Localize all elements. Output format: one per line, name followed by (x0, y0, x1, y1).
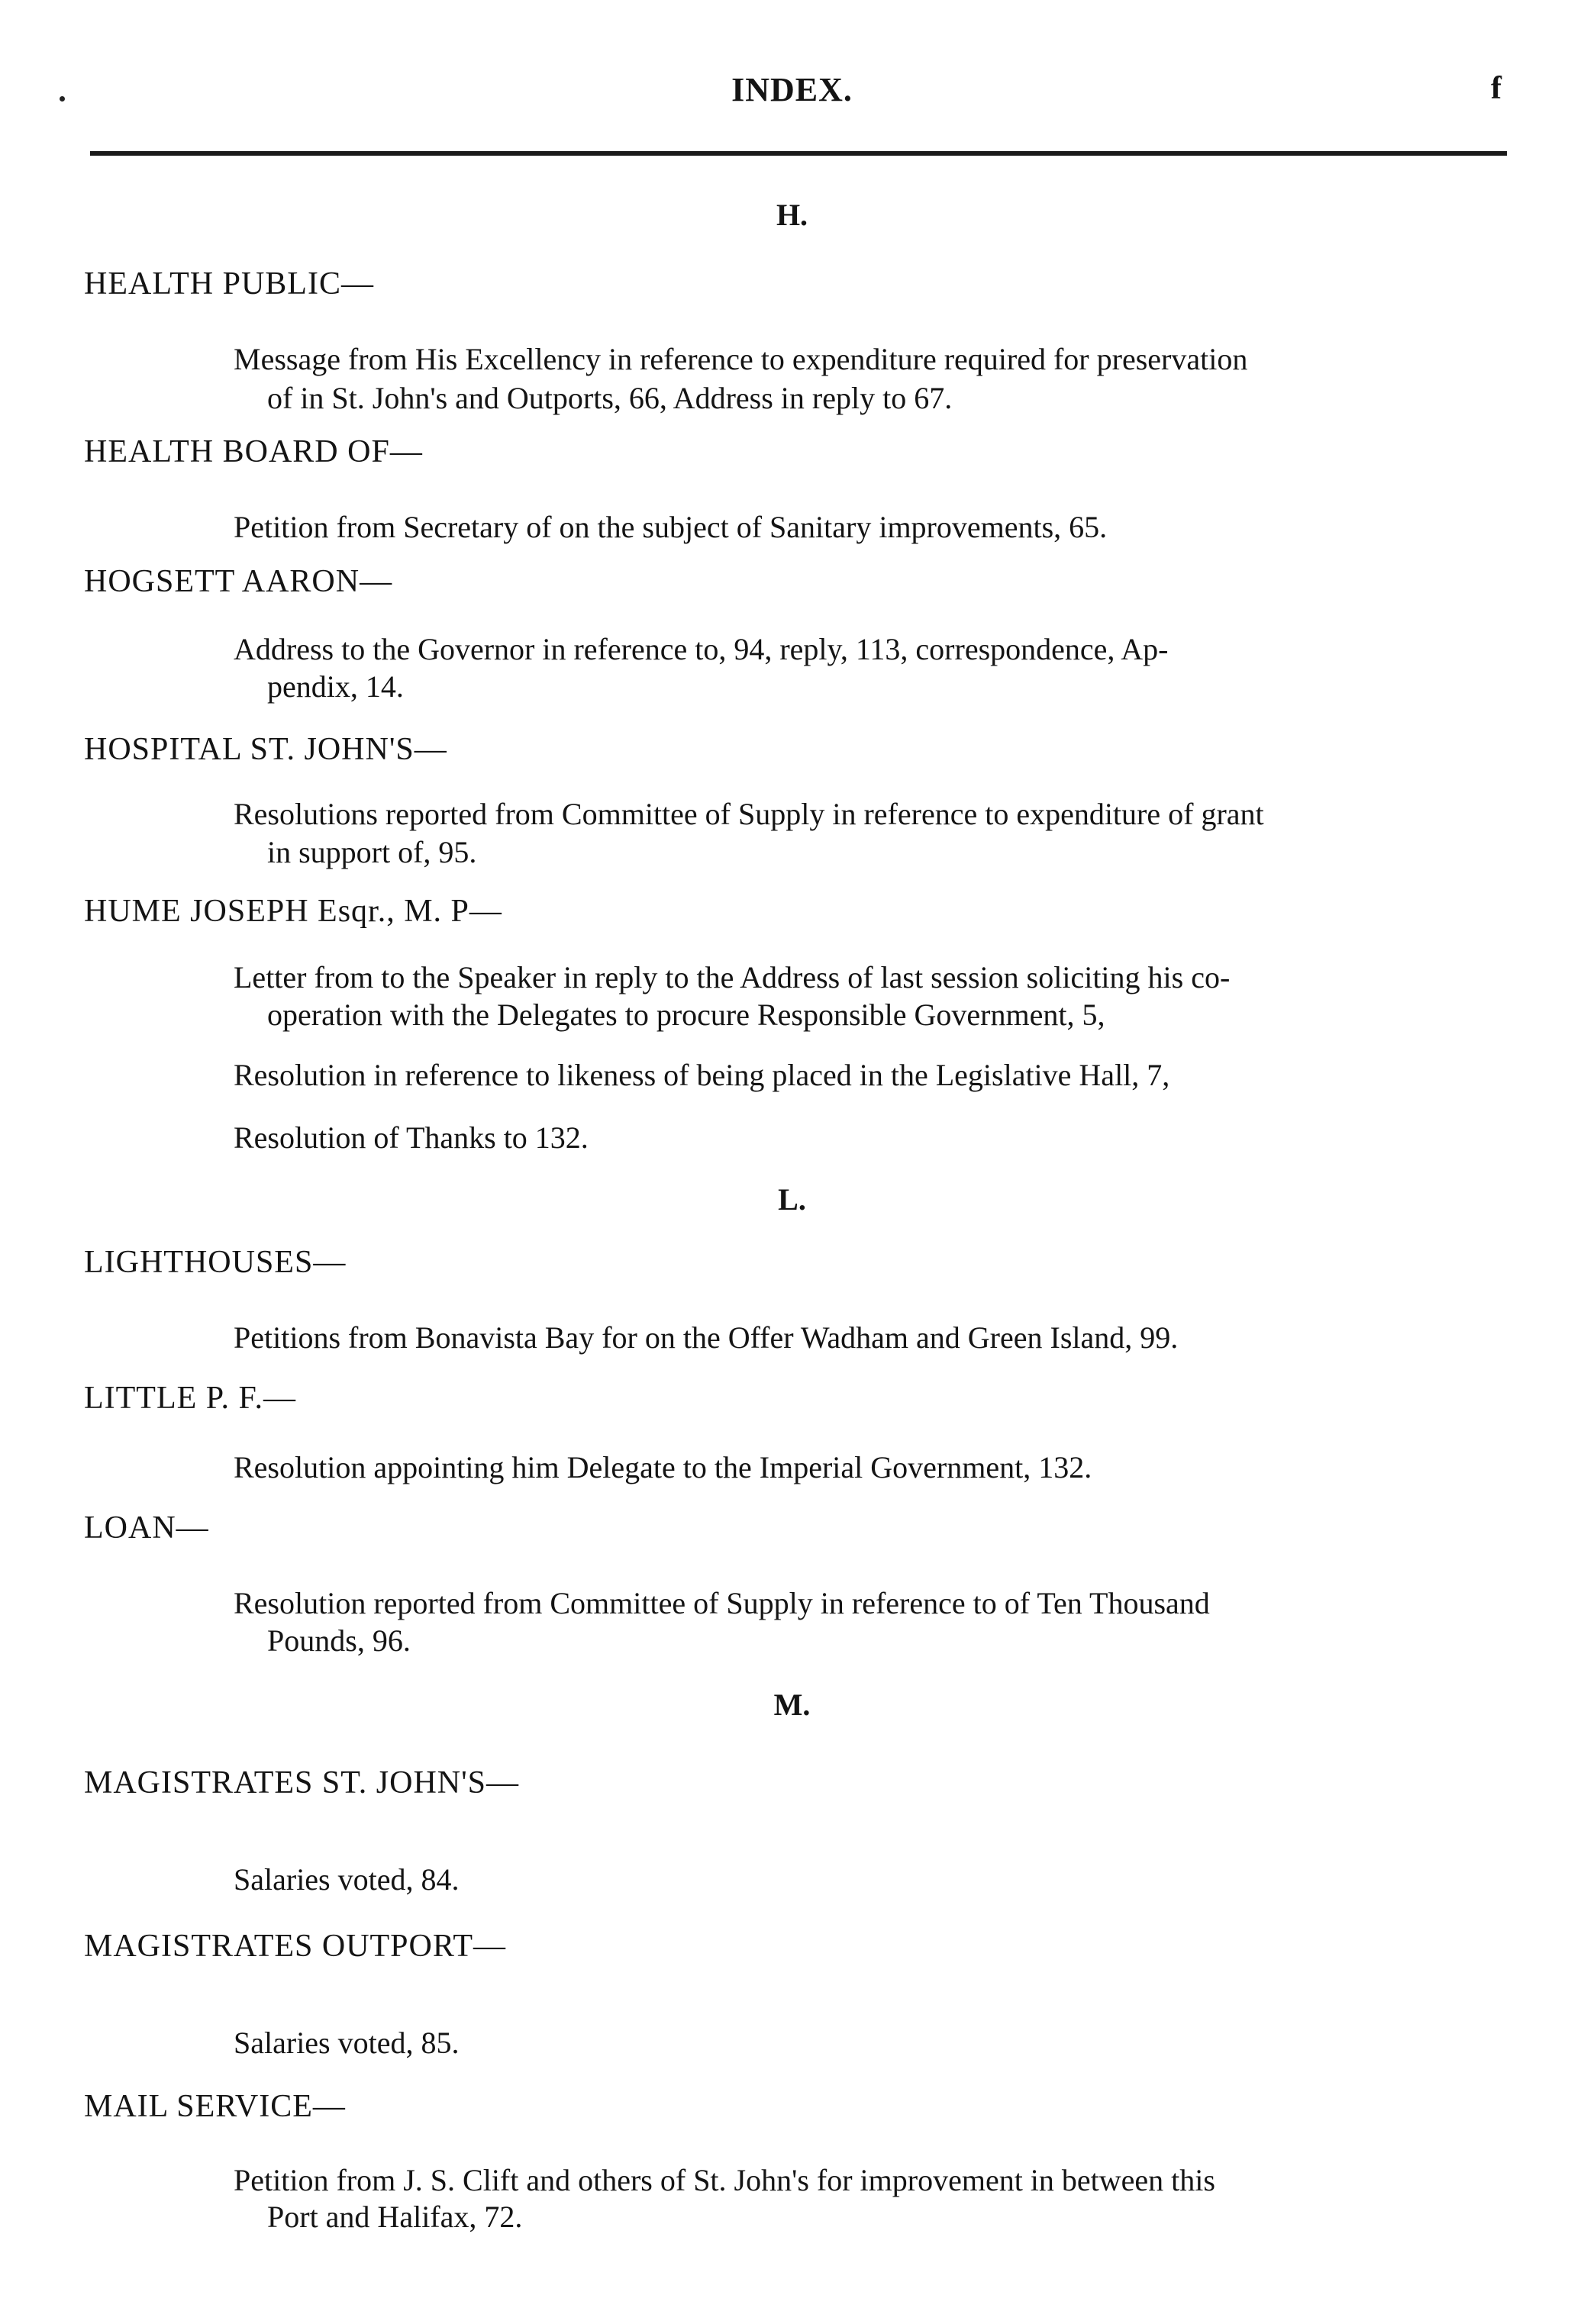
entry-line: pendix, 14. (267, 669, 404, 704)
entry-heading-magistrates-outport: MAGISTRATES OUTPORT— (84, 1929, 507, 1964)
header-rule (90, 151, 1507, 156)
entry-heading-health-board: HEALTH BOARD OF— (84, 434, 423, 469)
entry-heading-hume-joseph: HUME JOSEPH Esqr., M. P— (84, 894, 502, 929)
entry-heading-loan: LOAN— (84, 1510, 209, 1546)
entry-line: Resolution appointing him Delegate to the Imperial Government, 132. (234, 1450, 1092, 1484)
page-title: INDEX. (731, 71, 853, 108)
entry-line: Petitions from Bonavista Bay for on the Offer Wadham and Green Island, 99. (234, 1320, 1179, 1355)
entry-line: Pounds, 96. (267, 1623, 411, 1658)
entry-line: Message from His Excellency in reference to expenditure required for preservation (234, 342, 1248, 376)
entry-heading-magistrates-st-johns: MAGISTRATES ST. JOHN'S— (84, 1765, 520, 1800)
entry-line: Address to the Governor in reference to, 94, reply, 113, correspondence, Ap- (234, 632, 1169, 666)
entry-heading-hogsett-aaron: HOGSETT AARON— (84, 564, 393, 599)
entry-line: Resolution reported from Committee of Supply in reference to of Ten Thousand (234, 1586, 1210, 1620)
entry-line: Petition from Secretary of on the subject of Sanitary improvements, 65. (234, 510, 1108, 544)
section-letter-h: H. (776, 198, 808, 232)
section-letter-m: M. (773, 1687, 811, 1722)
entry-heading-little-pf: LITTLE P. F.— (84, 1381, 296, 1416)
entry-heading-mail-service: MAIL SERVICE— (84, 2089, 346, 2124)
entry-line: Resolutions reported from Committee of Supply in reference to expenditure of grant (234, 797, 1264, 831)
page-header (0, 70, 1584, 116)
entry-line: Port and Halifax, 72. (267, 2200, 523, 2234)
entry-heading-hospital-st-johns: HOSPITAL ST. JOHN'S— (84, 732, 447, 767)
entry-line: in support of, 95. (267, 835, 477, 869)
entry-line: Salaries voted, 85. (234, 2026, 460, 2060)
entry-line: Petition from J. S. Clift and others of St. John's for improvement in between this (234, 2163, 1215, 2197)
entry-heading-health-public: HEALTH PUBLIC— (84, 266, 374, 301)
entry-heading-lighthouses: LIGHTHOUSES— (84, 1245, 347, 1280)
page-number: f (1491, 71, 1502, 106)
entry-line: of in St. John's and Outports, 66, Address in reply to 67. (267, 381, 953, 415)
entry-line: Resolution in reference to likeness of being placed in the Legislative Hall, 7, (234, 1058, 1170, 1092)
entry-line: Salaries voted, 84. (234, 1862, 460, 1897)
entry-line: Resolution of Thanks to 132. (234, 1120, 589, 1155)
entry-line: operation with the Delegates to procure Responsible Government, 5, (267, 998, 1105, 1032)
section-letter-l: L. (778, 1182, 806, 1217)
entry-line: Letter from to the Speaker in reply to the Address of last session soliciting his co- (234, 960, 1231, 994)
